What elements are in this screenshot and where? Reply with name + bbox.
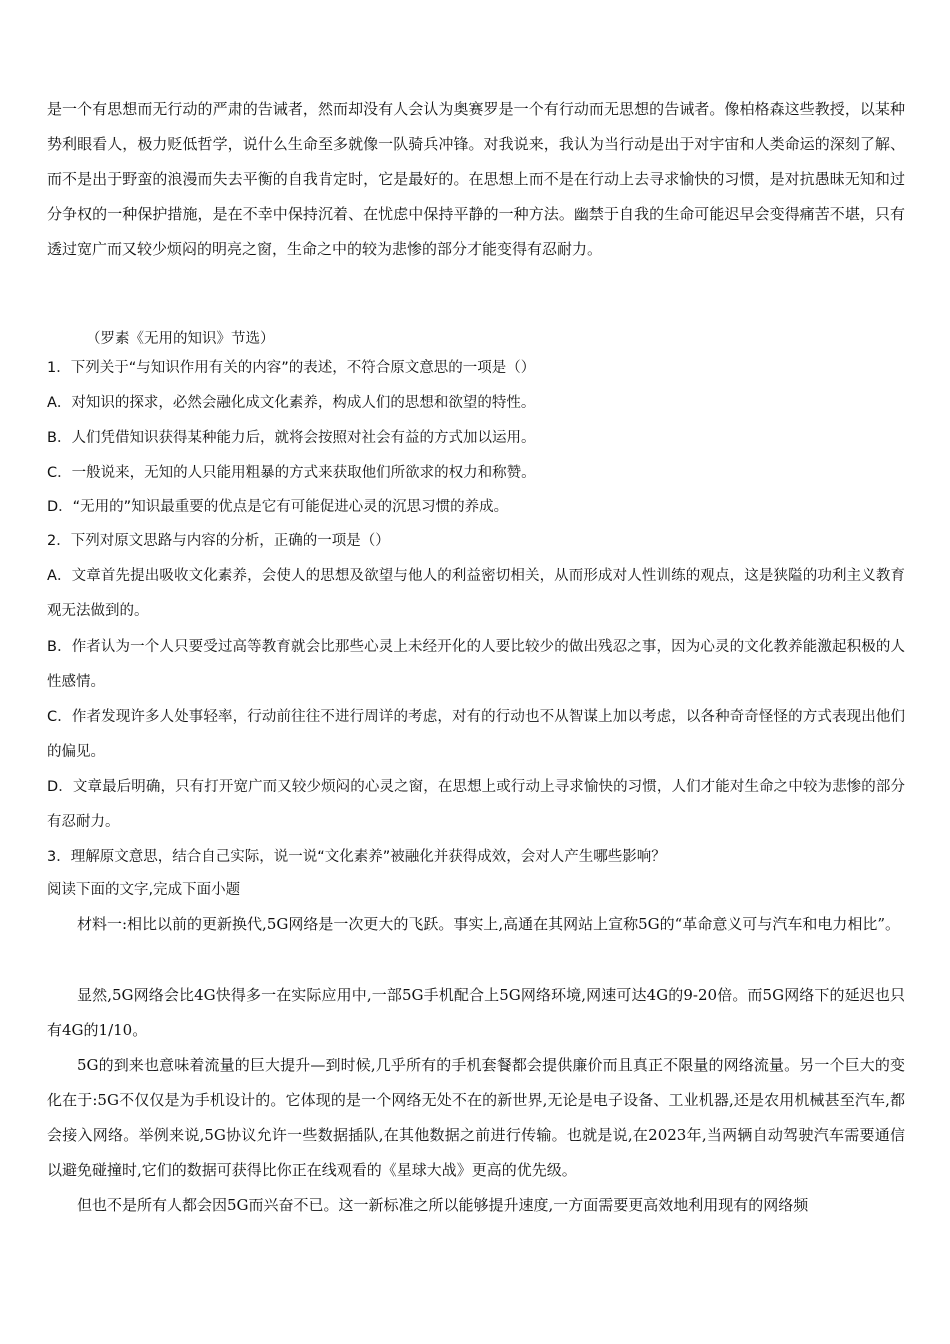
source-citation: （罗素《无用的知识》节选） [86,331,275,347]
question-2-option-c: C．作者发现许多人处事轻率，行动前往往不进行周详的考虑，对有的行动也不从智谋上加以考虑，以各种奇奇怪怪的方式表现出他们的偏见。 [47,709,905,760]
question-1-option-a: A．对知识的探求，必然会融化成文化素养，构成人们的思想和欲望的特性。 [47,395,536,411]
material-paragraph-4: 但也不是所有人都会因5G而兴奋不已。这一新标准之所以能够提升速度,一方面需要更高效地利用现有的网络频 [77,1196,809,1214]
question-2-option-b: B．作者认为一个人只要受过高等教育就会比那些心灵上未经开化的人要比较少的做出残忍之事，因为心灵的文化教养能激起积极的人性感情。 [47,639,905,690]
question-1-option-d: D．“无用的”知识最重要的优点是它有可能促进心灵的沉思习惯的养成。 [47,499,509,515]
material-paragraph-3: 5G的到来也意味着流量的巨大提升—到时候,几乎所有的手机套餐都会提供廉价而且真正不限量的网络流量。另一个巨大的变化在于:5G不仅仅是为手机设计的。它体现的是一个网络无处不在的新世界,无论是电子设备、工业机器,还是农用机械甚至汽车,都会接入网络。举例来说,5G协议允许一些数据插队,在其他数据之前进行传输。也就是说,在2023年,当两辆自动驾驶汽车需要通信以避免碰撞时,它们的数据可获得比你正在线观看的《星球大战》更高的优先级。 [47,1056,905,1179]
question-2-stem: 2．下列对原文思路与内容的分析，正确的一项是（） [47,533,390,549]
passage-ending-paragraph: 是一个有思想而无行动的严肃的告诫者，然而却没有人会认为奥赛罗是一个有行动而无思想的告诫者。像柏格森这些教授，以某种势利眼看人，极力贬低哲学，说什么生命至多就像一队骑兵冲锋。对我说来，我认为当行动是出于对宇宙和人类命运的深刻了解、而不是出于野蛮的浪漫而失去平衡的自我肯定时，它是最好的。在思想上而不是在行动上去寻求愉快的习惯，是对抗愚昧无知和过分争权的一种保护措施，是在不幸中保持沉着、在忧虑中保持平静的一种方法。幽禁于自我的生命可能迟早会变得痛苦不堪，只有透过宽广而又较少烦闷的明亮之窗，生命之中的较为悲惨的部分才能变得有忍耐力。 [47,100,905,258]
question-1-option-b: B．人们凭借知识获得某种能力后，就将会按照对社会有益的方式加以运用。 [47,430,536,446]
question-1-option-c: C．一般说来，无知的人只能用粗暴的方式来获取他们所欲求的权力和称赞。 [47,465,536,481]
question-3-stem: 3．理解原文意思，结合自己实际，说一说“文化素养”被融化并获得成效，会对人产生哪些影响？ [47,849,666,865]
question-1-stem: 1．下列关于“与知识作用有关的内容”的表述，不符合原文意思的一项是（） [47,360,536,376]
material-paragraph-1: 材料一:相比以前的更新换代,5G网络是一次更大的飞跃。事实上,高通在其网站上宣称5G的“革命意义可与汽车和电力相比”。 [77,915,900,933]
section-2-heading: 阅读下面的文字,完成下面小题 [47,882,241,898]
question-2-option-d: D．文章最后明确，只有打开宽广而又较少烦闷的心灵之窗，在思想上或行动上寻求愉快的习惯，人们才能对生命之中较为悲惨的部分有忍耐力。 [47,779,905,830]
question-2-option-a: A．文章首先提出吸收文化素养，会使人的思想及欲望与他人的利益密切相关，从而形成对人性训练的观点，这是狭隘的功利主义教育观无法做到的。 [47,568,905,619]
material-paragraph-2: 显然,5G网络会比4G快得多一在实际应用中,一部5G手机配合上5G网络环境,网速可达4G的9-20倍。而5G网络下的延迟也只有4G的1/10。 [47,986,905,1039]
